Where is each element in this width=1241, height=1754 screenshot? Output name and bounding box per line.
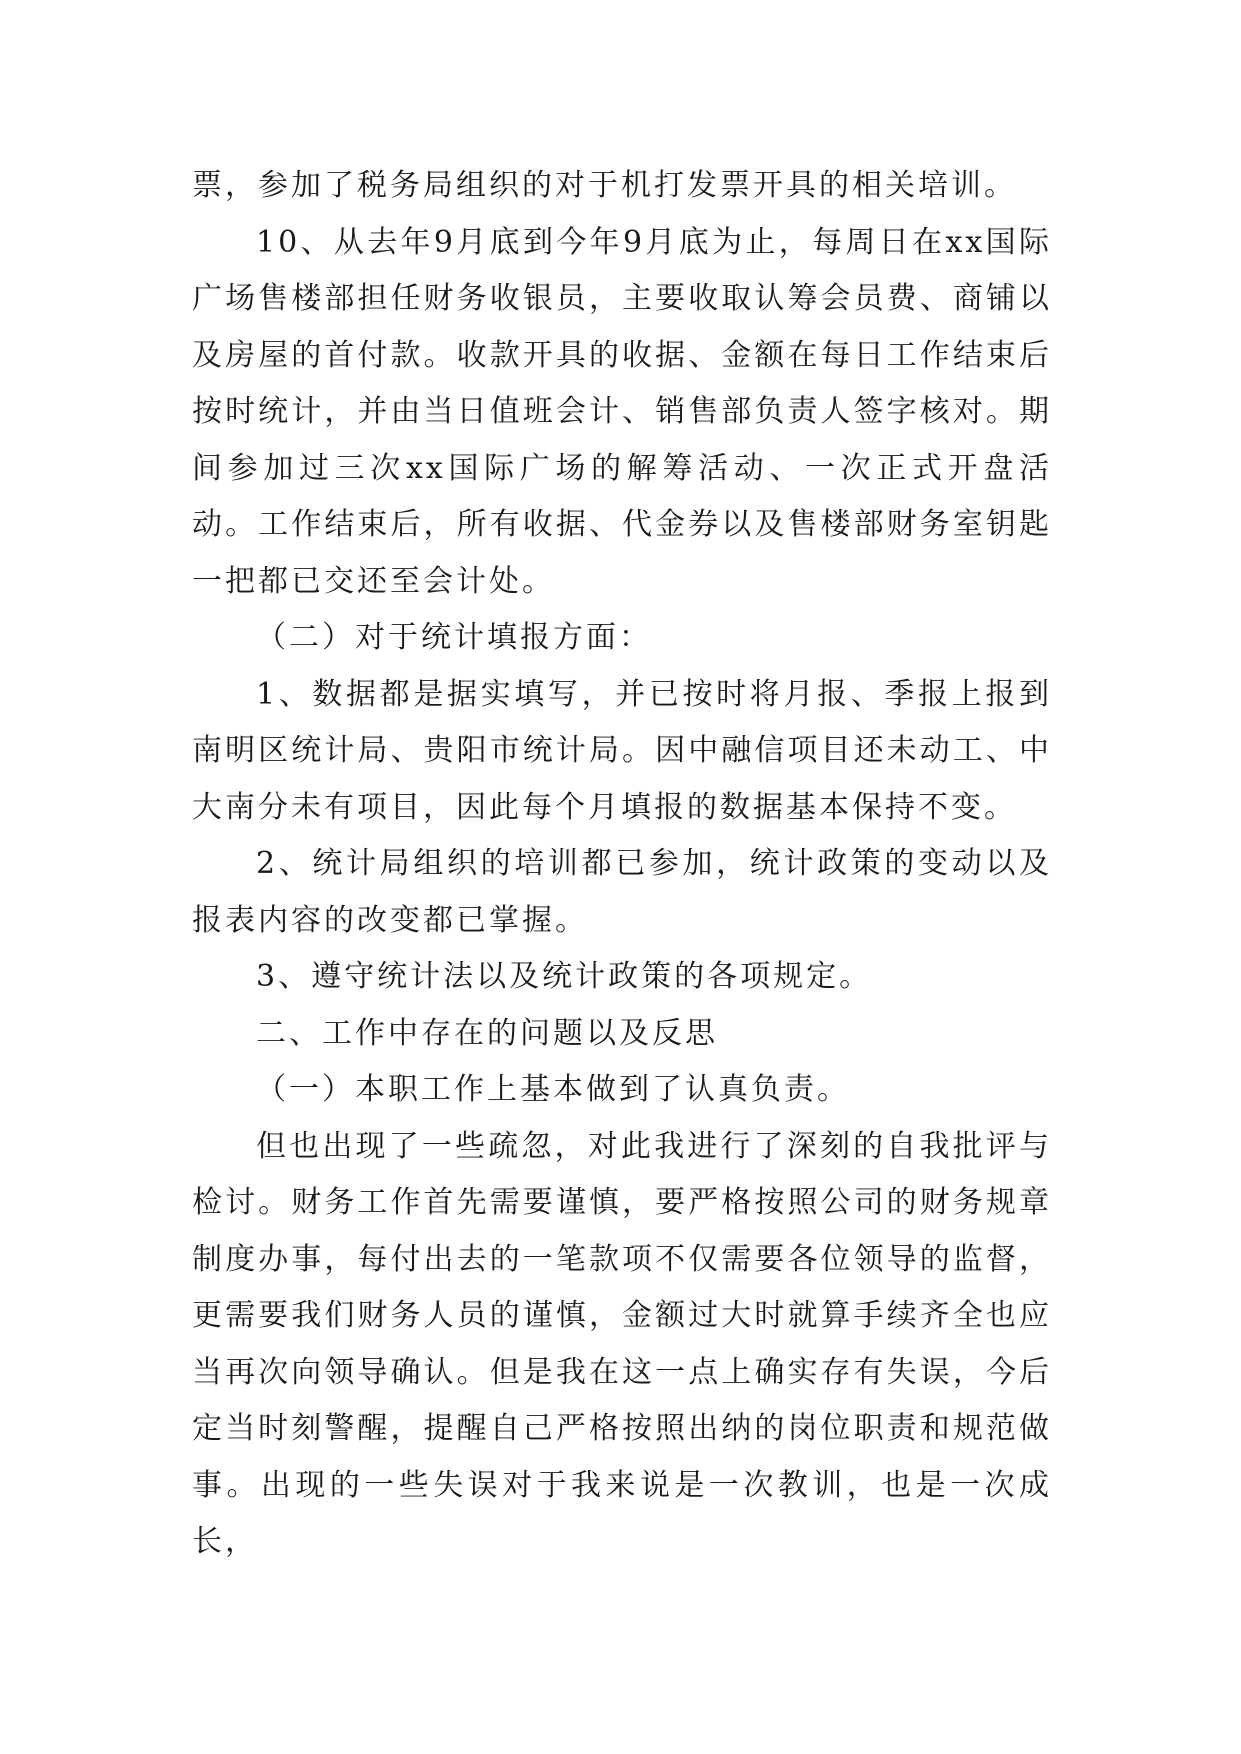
- paragraph-6: 3、遵守统计法以及统计政策的各项规定。: [256, 959, 873, 994]
- paragraph-5: 2、统计局组织的培训都已参加，统计政策的变动以及报表内容的改变都已掌握。: [192, 846, 1052, 938]
- paragraph-1: 票，参加了税务局组织的对于机打发票开具的相关培训。: [192, 168, 1017, 203]
- paragraph-8: （一）本职工作上基本做到了认真负责。: [256, 1072, 850, 1107]
- document-body: [192, 158, 1052, 1571]
- paragraph-3: （二）对于统计填报方面：: [256, 620, 652, 655]
- paragraph-4: 1、数据都是据实填写，并已按时将月报、季报上报到南明区统计局、贵阳市统计局。因中融信项目还未动工、中大南分未有项目，因此每个月填报的数据基本保持不变。: [192, 676, 1052, 825]
- paragraph-9: 但也出现了一些疏忽，对此我进行了深刻的自我批评与检讨。财务工作首先需要谨慎，要严格按照公司的财务规章制度办事，每付出去的一笔款项不仅需要各位领导的监督，更需要我们财务人员的谨慎，金额过大时就算手续齐全也应当再次向领导确认。但是我在这一点上确实存有失误，今后定当时刻警醒，提醒自己严格按照出纳的岗位职责和规范做事。出现的一些失误对于我来说是一次教训，也是一次成长，: [192, 1128, 1052, 1559]
- paragraph-2: 10、从去年9月底到今年9月底为止，每周日在xx国际广场售楼部担任财务收银员，主要收取认筹会员费、商铺以及房屋的首付款。收款开具的收据、金额在每日工作结束后按时统计，并由当日值班会计、销售部负责人签字核对。期间参加过三次xx国际广场的解筹活动、一次正式开盘活动。工作结束后，所有收据、代金券以及售楼部财务室钥匙一把都已交还至会计处。: [192, 224, 1052, 599]
- paragraph-7: 二、工作中存在的问题以及反思: [256, 1015, 718, 1051]
